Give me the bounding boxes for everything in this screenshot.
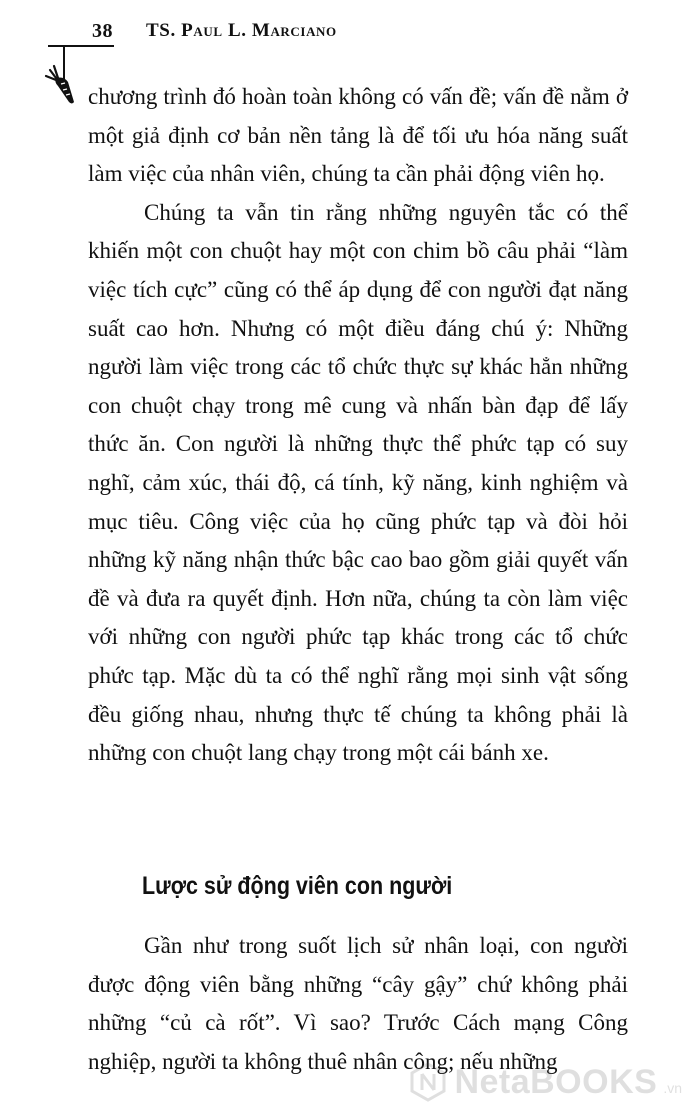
carrot-icon	[42, 60, 82, 108]
running-head: TS. Paul L. Marciano	[146, 20, 337, 41]
header-rule	[48, 45, 114, 47]
watermark	[408, 1062, 682, 1102]
watermark-suffix: .vn	[663, 1080, 682, 1096]
paragraph: Chúng ta vẫn tin rằng những nguyên tắc có thể khiến một con chuột hay một con chim bồ câu phải “làm việc tích cực” cũng có thể áp dụng để con người đạt năng suất cao hơn. Nhưng có một điều đáng chú ý: Những người làm việc trong các tổ chức thực sự khác hẳn những con chuột chạy trong mê cung và nhấn bàn đạp để lấy thức ăn. Con người là những thực thể phức tạp có suy nghĩ, cảm xúc, thái độ, cá tính, kỹ năng, kinh nghiệm và mục tiêu. Công việc của họ cũng phức tạp và đòi hỏi những kỹ năng nhận thức bậc cao bao gồm giải quyết vấn đề và đưa ra quyết định. Hơn nữa, chúng ta còn làm việc với những con người phức tạp khác trong các tổ chức phức tạp. Mặc dù ta có thể nghĩ rằng mọi sinh vật sống đều giống nhau, nhưng thực tế chúng ta không phải là những con chuột lang chạy trong một cái bánh xe.	[88, 199, 628, 766]
section-body-text	[88, 927, 628, 1081]
section-heading: Lược sử động viên con người	[142, 872, 453, 900]
paragraph: Gần như trong suốt lịch sử nhân loại, con người được động viên bằng những “cây gậy” chứ không phải những “củ cà rốt”. Vì sao? Trước Cách mạng Công nghiệp, người ta không thuê nhân công; nếu những	[88, 933, 628, 1074]
body-text	[88, 78, 628, 773]
watermark-text: NetaBOOKS	[454, 1062, 658, 1101]
netabooks-logo-icon	[408, 1062, 448, 1102]
page-number: 38	[92, 20, 113, 42]
paragraph: chương trình đó hoàn toàn không có vấn đề; vấn đề nằm ở một giả định cơ bản nền tảng là để tối ưu hóa năng suất làm việc của nhân viên, chúng ta cần phải động viên họ.	[88, 84, 628, 187]
